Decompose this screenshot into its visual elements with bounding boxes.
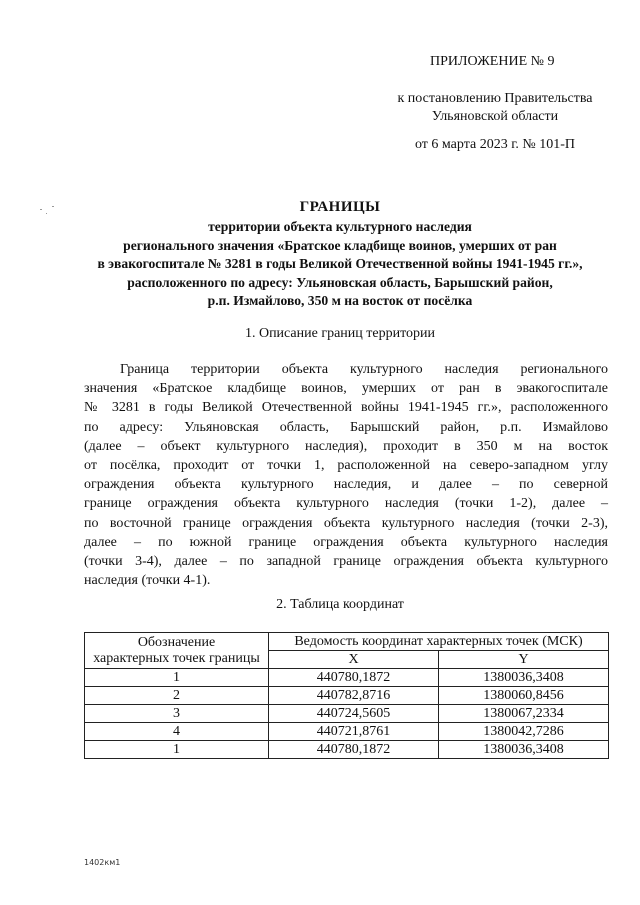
point-cell: 1 — [85, 669, 269, 687]
scan-speck — [40, 209, 42, 210]
header-text: характерных точек границы — [93, 650, 260, 666]
x-cell: 440782,8716 — [269, 687, 439, 705]
document-title: ГРАНИЦЫ — [299, 199, 381, 215]
point-cell: 4 — [85, 723, 269, 741]
point-cell: 2 — [85, 687, 269, 705]
paragraph-line: границе ограждения объекта культурного наследия (точки 1-2), далее – — [84, 496, 608, 512]
decree-date: от 6 марта 2023 г. № 101-П — [414, 137, 576, 152]
header-text: Обозначение — [137, 634, 216, 650]
decree-line-2: Ульяновской области — [431, 109, 559, 124]
point-designation-header — [85, 633, 269, 669]
y-cell: 1380042,7286 — [439, 723, 609, 741]
subtitle-line: регионального значения «Братское кладбище воинов, умерших от ран — [123, 237, 557, 253]
point-cell: 1 — [85, 741, 269, 759]
paragraph-line: № 3281 в годы Великой Отечественной войны 1941-1945 гг.», расположенного — [84, 400, 608, 416]
x-cell: 440780,1872 — [269, 669, 439, 687]
table-row — [85, 723, 609, 741]
y-cell: 1380067,2334 — [439, 705, 609, 723]
paragraph-line: ограждения объекта культурного наследия, и далее – по северной — [84, 477, 608, 493]
subtitle-line: в эвакогоспитале № 3281 в годы Великой Отечественной войны 1941-1945 гг.», — [97, 256, 583, 272]
coordinate-group-header: Ведомость координат характерных точек (МСК) — [269, 633, 609, 651]
x-cell: 440780,1872 — [269, 741, 439, 759]
paragraph-line: (точки 3-4), далее – по западной границе ограждения объекта культурного — [84, 554, 608, 570]
decree-line-1: к постановлению Правительства — [397, 91, 593, 106]
document-subtitle — [60, 218, 620, 311]
paragraph-line: по восточной границе ограждения объекта культурного наследия (точки 2-3), — [84, 515, 608, 531]
subtitle-line: территории объекта культурного наследия — [208, 219, 472, 234]
decree-reference — [380, 90, 610, 126]
y-header: Y — [439, 651, 609, 669]
paragraph-line: наследия (точки 4-1). — [84, 573, 211, 589]
subtitle-line: р.п. Измайлово, 350 м на восток от посёлка — [207, 293, 473, 309]
y-cell: 1380036,3408 — [439, 741, 609, 759]
document-code: 1402км1 — [84, 858, 121, 867]
section-2-heading: 2. Таблица координат — [276, 597, 404, 612]
table-row — [85, 741, 609, 759]
x-cell: 440724,5605 — [269, 705, 439, 723]
paragraph-line: Граница территории объекта культурного наследия регионального — [120, 362, 608, 377]
subtitle-line: расположенного по адресу: Ульяновская область, Барышский район, — [127, 274, 553, 290]
section-1-heading: 1. Описание границ территории — [244, 326, 436, 341]
paragraph-line: значения «Братское кладбище воинов, умерших от ран в эвакогоспитале — [84, 381, 608, 397]
table-row — [85, 705, 609, 723]
paragraph-line: от посёлка, проходит от точки 1, расположенной на северо-западном углу — [84, 458, 608, 474]
point-cell: 3 — [85, 705, 269, 723]
y-cell: 1380060,8456 — [439, 687, 609, 705]
x-cell: 440721,8761 — [269, 723, 439, 741]
appendix-label: ПРИЛОЖЕНИЕ № 9 — [430, 54, 555, 69]
scan-speck — [46, 213, 47, 214]
table-row — [85, 669, 609, 687]
paragraph-line: по адресу: Ульяновская область, Барышский район, р.п. Измайлово — [84, 419, 608, 435]
paragraph-line: (далее – объект культурного наследия), проходит в 350 м на восток — [84, 438, 608, 454]
paragraph-line: далее – по южной границе ограждения объекта культурного наследия — [84, 534, 608, 550]
scan-speck — [52, 206, 54, 207]
boundary-description — [84, 360, 608, 590]
x-header: X — [269, 651, 439, 669]
table-row — [85, 687, 609, 705]
coordinates-table — [84, 632, 609, 759]
table-header-row — [85, 633, 609, 651]
y-cell: 1380036,3408 — [439, 669, 609, 687]
